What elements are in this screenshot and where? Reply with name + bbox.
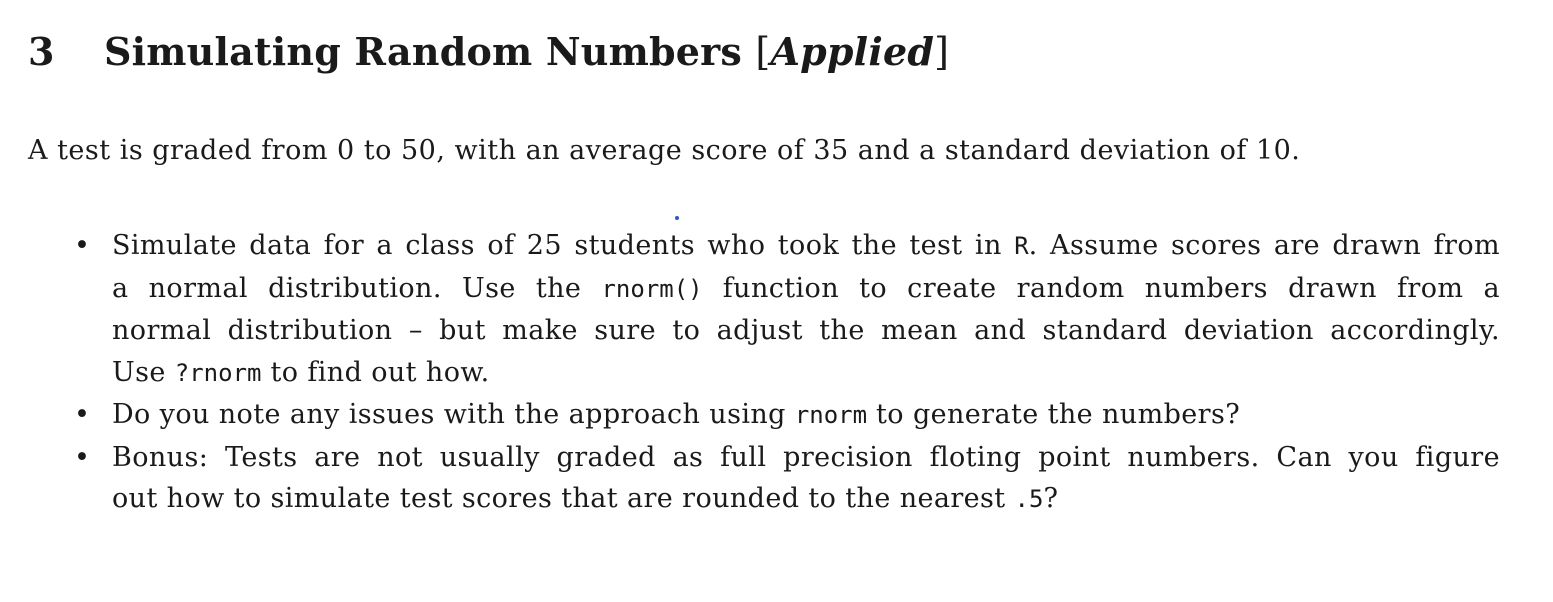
title-bracket-open: [ xyxy=(755,30,771,74)
text-segment: function to create random numbers drawn from a xyxy=(702,272,1501,304)
inline-code-help-rnorm: ?rnorm xyxy=(174,358,262,387)
list-item-line xyxy=(112,478,1500,521)
list-item-line xyxy=(112,225,1500,268)
list-item-issues xyxy=(70,394,1500,437)
bullet-marker: • xyxy=(74,230,91,261)
list-item-line xyxy=(112,268,1500,311)
list-item-line xyxy=(112,310,1500,352)
list-item-line xyxy=(112,437,1500,479)
inline-code-r: R xyxy=(1014,232,1029,260)
list-item-simulate xyxy=(70,225,1500,394)
section-number: 3 xyxy=(28,29,55,74)
intro-paragraph: A test is graded from 0 to 50, with an average score of 35 and a standard deviation of 10. xyxy=(28,135,1301,166)
text-segment: out how to simulate test scores that are rounded to the nearest xyxy=(112,483,1015,514)
text-segment: ? xyxy=(1043,483,1059,514)
inline-code-point-five: .5 xyxy=(1014,485,1044,513)
list-item-line xyxy=(112,352,1500,395)
text-segment: Use xyxy=(112,356,175,388)
list-item-bonus xyxy=(70,437,1500,521)
title-emphasis: Applied xyxy=(770,29,935,74)
list-item-line xyxy=(112,394,1500,437)
text-segment: to find out how. xyxy=(261,356,490,388)
text-segment: Bonus: Tests are not usually graded as full precision floting point numbers. Can you figure xyxy=(112,441,1500,473)
text-segment: to generate the numbers? xyxy=(867,399,1241,430)
text-segment: a normal distribution. Use the xyxy=(112,272,602,304)
section-title: Simulating Random Numbers xyxy=(104,29,742,74)
inline-code-rnorm-call: rnorm() xyxy=(601,274,703,303)
text-segment: . Assume scores are drawn from xyxy=(1028,230,1500,261)
text-segment: Do you note any issues with the approach using xyxy=(112,399,795,430)
title-bracket-close: ] xyxy=(934,30,950,74)
bullet-marker: • xyxy=(74,441,91,473)
text-segment: Simulate data for a class of 25 students who took the test in xyxy=(112,230,1015,261)
bullet-marker: • xyxy=(74,399,91,430)
text-segment: normal distribution – but make sure to adjust the mean and standard deviation accordingly. xyxy=(112,315,1500,346)
section-heading xyxy=(28,26,949,78)
stray-dot-mark xyxy=(675,216,679,220)
bullet-list xyxy=(70,225,1500,521)
inline-code-rnorm: rnorm xyxy=(794,401,868,429)
